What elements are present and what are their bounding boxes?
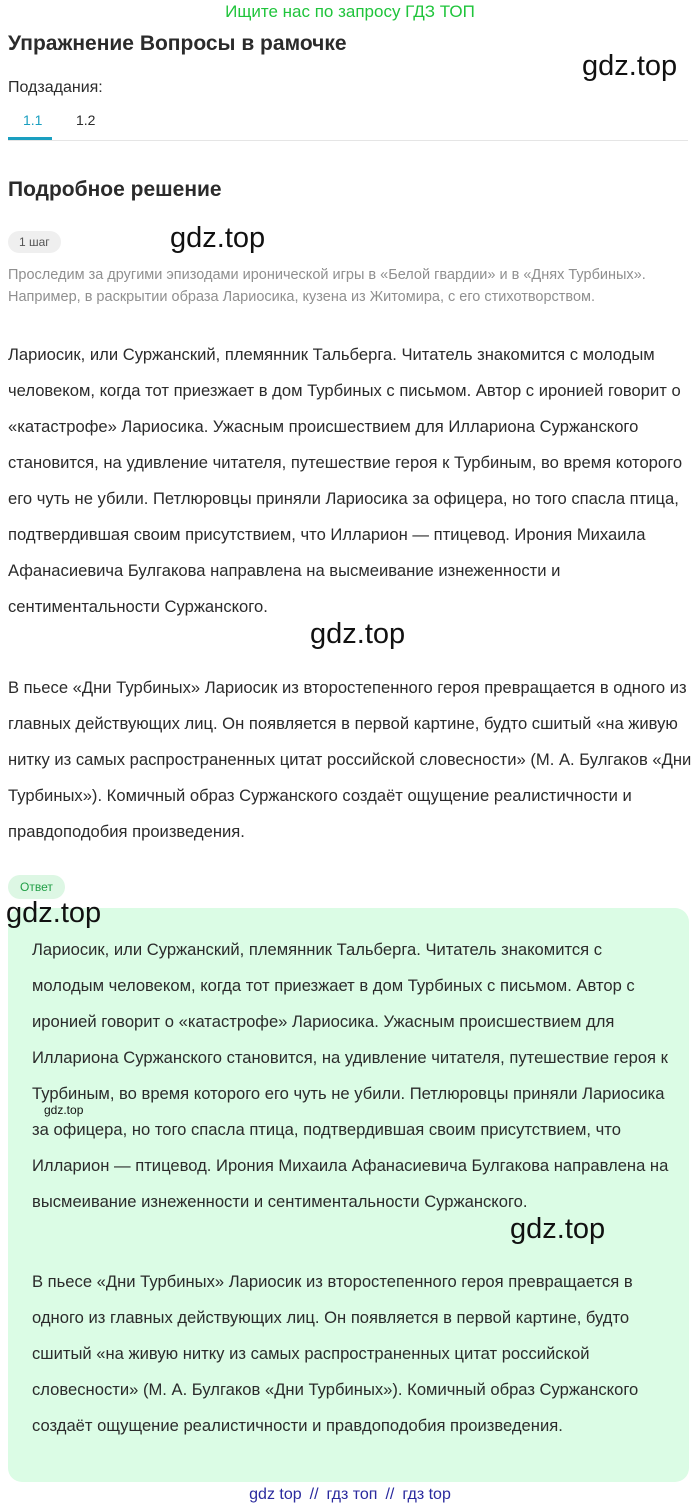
footer-link[interactable]: гдз топ bbox=[326, 1486, 378, 1503]
page-title: Упражнение Вопросы в рамочке bbox=[8, 32, 347, 55]
watermark: gdz.top bbox=[170, 222, 266, 254]
footer-separator: // bbox=[309, 1486, 319, 1503]
footer-link[interactable]: gdz top bbox=[249, 1486, 302, 1503]
subtasks-label: Подзадания: bbox=[8, 79, 103, 96]
watermark: gdz.top bbox=[310, 618, 406, 650]
answer-paragraph: В пьесе «Дни Турбиных» Лариосик из второстепенного героя превращается в одного из главных действующих лиц. Он появляется в первой картине, будто сшитый «на живую нитку из самых распространенных цитат российской словесности» (М. А. Булгаков «Дни Турбиных»). Комичный образ Суржанского создаёт ощущение реалистичности и правдоподобия произведения. bbox=[32, 1272, 639, 1435]
footer-separator: // bbox=[385, 1486, 395, 1503]
solution-paragraph: Лариосик, или Суржанский, племянник Тальберга. Читатель знакомится с молодым человеком, когда тот приезжает в дом Турбиных с письмом. Автор с иронией говорит о «катастрофе» Лариосика. Ужасным происшествием для Иллариона Суржанского становится, на удивление читателя, путешествие героя к Турбиным, во время которого его чуть не убили. Петлюровцы приняли Лариосика за офицера, но того спасла птица, подтвердившая своим присутствием, что Илларион — птицевод. Ирония Михаила Афанасиевича Булгакова направлена на высмеивание изнеженности и сентиментальности Суржанского. bbox=[8, 345, 683, 616]
watermark: gdz.top bbox=[6, 897, 102, 929]
tab-subtask-1-1[interactable]: 1.1 bbox=[23, 112, 43, 128]
solution-paragraph: В пьесе «Дни Турбиных» Лариосик из второстепенного героя превращается в одного из главных действующих лиц. Он появляется в первой картине, будто сшитый «на живую нитку из самых распространенных цитат российской словесности» (М. А. Булгаков «Дни Турбиных»). Комичный образ Суржанского создаёт ощущение реалистичности и правдоподобия произведения. bbox=[8, 678, 692, 841]
tabs-divider bbox=[8, 140, 688, 141]
tab-subtask-1-2[interactable]: 1.2 bbox=[76, 112, 96, 128]
answer-badge: Ответ bbox=[8, 875, 65, 899]
footer-link[interactable]: гдз top bbox=[402, 1486, 451, 1503]
search-hint-banner: Ищите нас по запросу ГДЗ ТОП bbox=[225, 2, 475, 21]
solution-title: Подробное решение bbox=[8, 178, 222, 201]
watermark: gdz.top bbox=[44, 1103, 84, 1117]
footer-links bbox=[0, 1486, 700, 1504]
solution-intro: Проследим за другими эпизодами иронической игры в «Белой гвардии» и в «Днях Турбиных». Например, в раскрытии образа Лариосика, кузена из Житомира, с его стихотворством. bbox=[8, 267, 646, 305]
answer-paragraph: Лариосик, или Суржанский, племянник Тальберга. Читатель знакомится с молодым человеком, когда тот приезжает в дом Турбиных с письмом. Автор с иронией говорит о «катастрофе» Лариосика. Ужасным происшествием для Иллариона Суржанского становится, на удивление читателя, путешествие героя к Турбиным, во время которого его чуть не убили. Петлюровцы приняли Лариосика за офицера, но того спасла птица, подтвердившая своим присутствием, что Илларион — птицевод. Ирония Михаила Афанасиевича Булгакова направлена на высмеивание изнеженности и сентиментальности Суржанского. bbox=[32, 940, 669, 1211]
watermark: gdz.top bbox=[510, 1213, 606, 1245]
step-badge: 1 шаг bbox=[8, 231, 61, 253]
watermark: gdz.top bbox=[582, 50, 678, 82]
